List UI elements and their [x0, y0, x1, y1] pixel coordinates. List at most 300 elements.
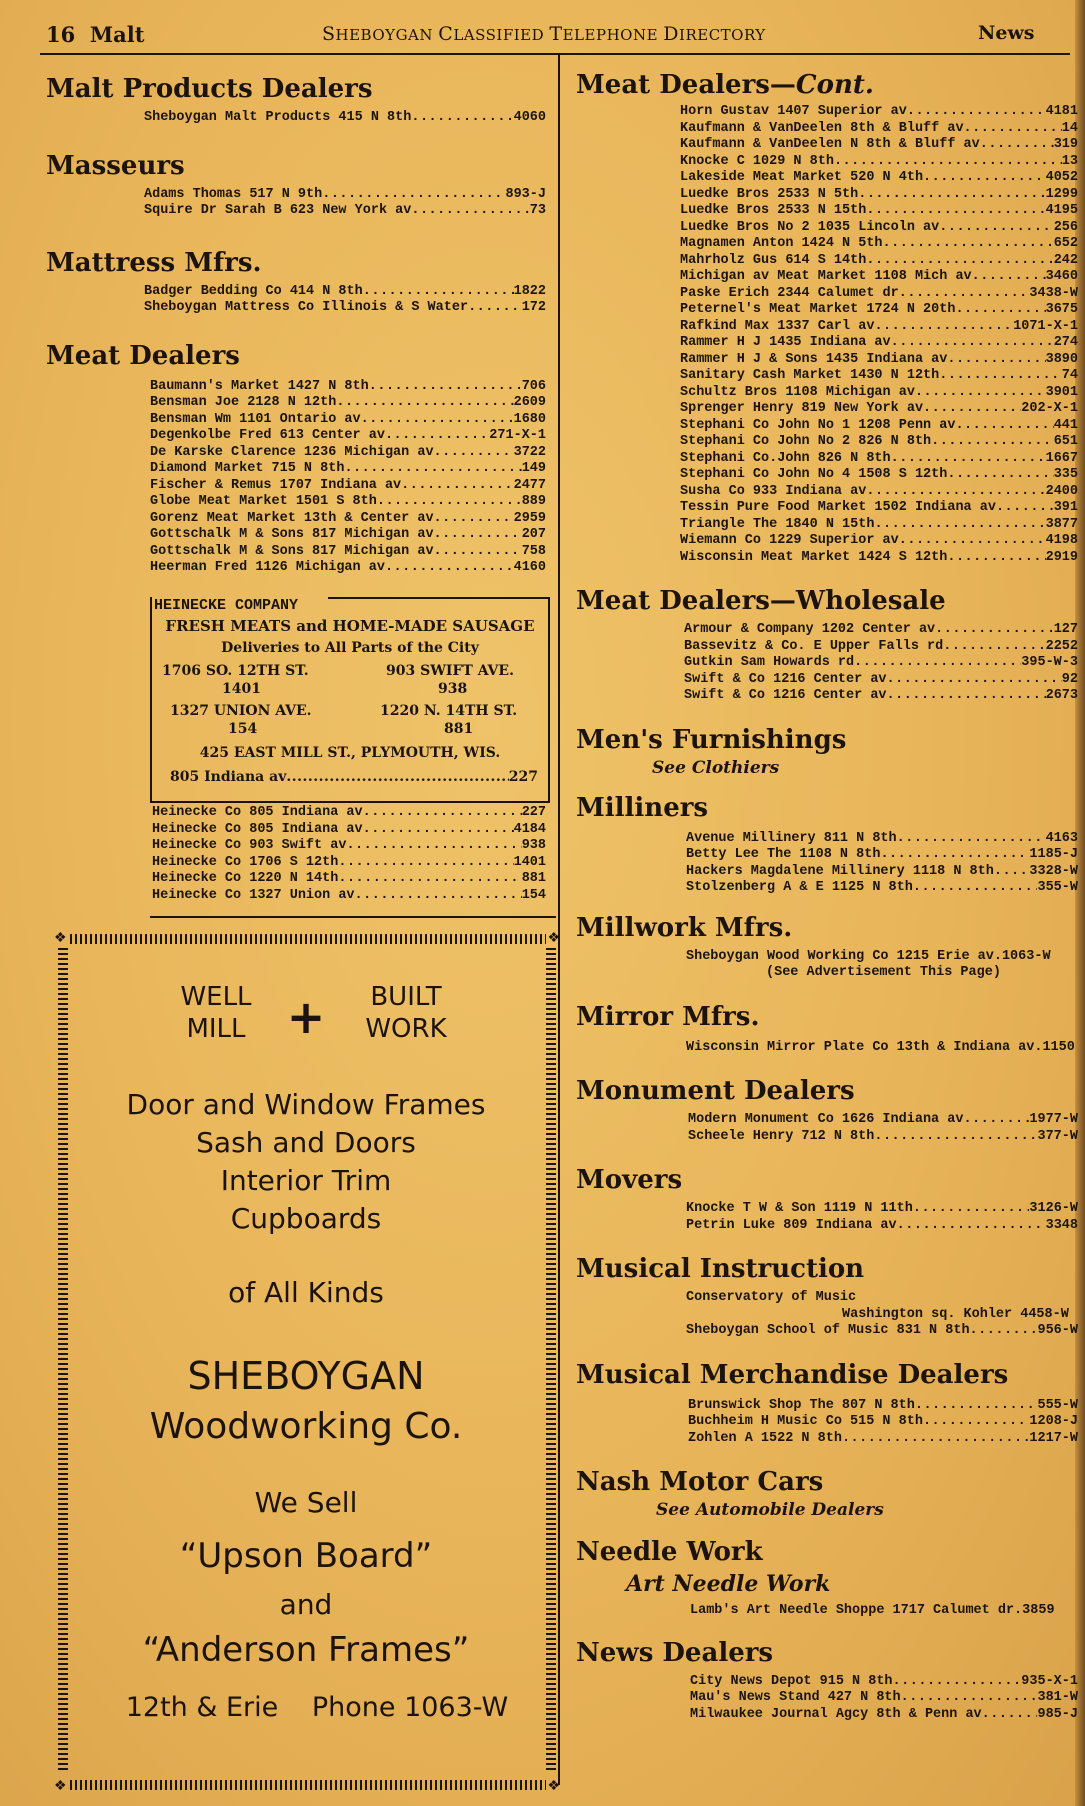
leader-dots: [866, 203, 1045, 220]
phone-number: 651: [1053, 434, 1078, 449]
ad-built: BUILT: [370, 982, 442, 1012]
leader-dots: [434, 527, 522, 544]
leader-dots: [434, 511, 514, 528]
phone-number: 3438-W: [1029, 285, 1078, 301]
directory-listing: [680, 137, 1078, 154]
section-heading: Musical Instruction: [576, 1254, 865, 1284]
section-heading: Meat Dealers—Cont.: [576, 70, 874, 100]
listing-name: Avenue Millinery 811 N 8th: [686, 830, 897, 846]
listing-name: Rammer H J 1435 Indiana av: [680, 335, 891, 350]
listing-name: Bensman Wm 1101 Ontario av: [150, 411, 361, 427]
phone-number: 706: [521, 378, 546, 394]
directory-listing: [686, 1323, 1078, 1340]
leader-dots: [842, 1431, 1029, 1448]
phone-number: 154: [521, 887, 546, 903]
directory-listing: [680, 220, 1078, 237]
listing-name: Kaufmann & VanDeelen N 8th & Bluff av: [680, 137, 980, 152]
leader-dots: [947, 352, 1045, 369]
leader-dots: [913, 1201, 1030, 1218]
section-heading: Millwork Mfrs.: [576, 912, 793, 943]
listing-name: Sheboygan Mattress Co Illinois & S Water: [144, 300, 469, 315]
leader-dots: [880, 847, 1029, 864]
directory-listing: [152, 871, 546, 888]
phone-number: 4181: [1045, 104, 1078, 119]
directory-listing: [690, 1690, 1078, 1707]
leader-dots: [897, 831, 1046, 848]
section-heading: Meat Dealers—Wholesale: [576, 586, 946, 616]
directory-listing: [680, 335, 1078, 352]
leader-dots: [935, 622, 1054, 639]
heinecke-advert-box: [150, 597, 550, 803]
phone-number: 2252: [1045, 638, 1078, 654]
ad-well: WELL: [180, 982, 252, 1012]
directory-listing: [680, 253, 1078, 270]
leader-dots: [915, 385, 1046, 402]
box-address: 1327 UNION AVE.: [170, 703, 312, 719]
directory-listing: [686, 880, 1078, 897]
leader-dots: [955, 418, 1053, 435]
phone-number: 149: [521, 461, 546, 476]
listing-name: Schultz Bros 1108 Michigan av: [680, 384, 915, 400]
heinecke-listing: [152, 805, 546, 904]
directory-listing: [680, 170, 1078, 187]
phone-number: 1217-W: [1029, 1430, 1078, 1446]
listing-list: [144, 187, 546, 220]
listing-name: Bassevitz & Co. E Upper Falls rd: [684, 638, 944, 654]
listing-name: Swift & Co 1216 Center av: [684, 688, 887, 703]
phone-number: 355-W: [1037, 880, 1078, 895]
phone-number: 4160: [513, 560, 546, 575]
listing-name: Wisconsin Meat Market 1424 S 12th: [680, 549, 948, 565]
listing-name: Zohlen A 1522 N 8th: [688, 1430, 842, 1446]
listing-name: Mahrholz Gus 614 S 14th: [680, 252, 867, 268]
directory-listing: [150, 461, 546, 478]
listing-name: Luedke Bros 2533 N 15th: [680, 203, 867, 218]
phone-number: 3126-W: [1029, 1201, 1078, 1216]
ad-company-name: Woodworking Co.: [149, 1406, 463, 1447]
ad-mill: MILL: [186, 1014, 246, 1044]
phone-number: 3722: [513, 444, 546, 460]
listing-name: Betty Lee The 1108 N 8th: [686, 847, 881, 862]
phone-number: 1185-J: [1029, 847, 1078, 862]
listing-note: (See Advertisement This Page): [766, 965, 1001, 980]
phone-number: 172: [521, 300, 546, 315]
phone-number: 3877: [1045, 516, 1078, 532]
listing-name: Gorenz Meat Market 13th & Center av: [150, 510, 434, 526]
leader-dots: [361, 412, 514, 429]
directory-listing: [684, 688, 1078, 705]
phone-number: 652: [1053, 236, 1078, 251]
ad-border-top: [70, 934, 546, 944]
leader-dots: [982, 1707, 1038, 1724]
directory-listing: [152, 822, 546, 839]
directory-listing: [680, 401, 1078, 418]
phone-number: 441: [1053, 417, 1078, 433]
box-title: HEINECKE COMPANY: [154, 597, 299, 614]
box-line: Deliveries to All Parts of the City: [221, 640, 479, 656]
leader-dots: [858, 187, 1045, 204]
listing-name: Stephani Co John No 2 826 N 8th: [680, 434, 932, 449]
phone-number: 758: [521, 543, 546, 559]
page-number-and-section: 16 Malt: [46, 22, 145, 47]
listing-list: [686, 1201, 1078, 1234]
listing-name: Sheboygan Malt Products 415 N 8th: [144, 110, 412, 125]
listing-line: Conservatory of Music: [686, 1290, 857, 1305]
section-heading: Needle Work: [576, 1537, 763, 1567]
ad-product: “Upson Board”: [179, 1536, 433, 1576]
leader-dots: [915, 1398, 1038, 1415]
listing-name: Hackers Magdalene Millinery 1118 N 8th: [686, 863, 994, 879]
section-heading: Meat Dealers: [46, 340, 240, 371]
listing-name: Kaufmann & VanDeelen 8th & Bluff av: [680, 120, 964, 136]
corner-ornament-icon: ❖: [547, 1778, 560, 1794]
phone-number: 1822: [513, 283, 546, 299]
leader-dots: [385, 560, 514, 577]
listing-name: Heinecke Co 1706 S 12th: [152, 854, 339, 870]
box-line: 425 EAST MILL ST., PLYMOUTH, WIS.: [199, 745, 501, 761]
directory-listing: [680, 352, 1078, 369]
section-heading: Milliners: [576, 792, 709, 823]
directory-listing: [152, 888, 546, 905]
directory-listing: [684, 655, 1078, 672]
listing-name: Heinecke Co 1220 N 14th: [152, 871, 339, 886]
left-column: [46, 74, 546, 577]
listing-name: Petrin Luke 809 Indiana av: [686, 1217, 897, 1233]
phone-number: 2919: [1045, 549, 1078, 565]
listing-name: Globe Meat Market 1501 S 8th: [150, 494, 377, 509]
page-header: [46, 20, 1066, 52]
section-heading: Masseurs: [46, 150, 185, 181]
directory-listing: [150, 379, 546, 396]
listing-name: Heinecke Co 805 Indiana av: [152, 805, 363, 820]
leader-dots: [887, 688, 1046, 705]
leader-dots: [939, 368, 1062, 385]
listing-list: [688, 1112, 1078, 1145]
leader-dots: [899, 286, 1030, 303]
section-heading: Malt Products Dealers: [46, 74, 373, 104]
phone-number: 4195: [1045, 203, 1078, 218]
directory-listing: [680, 104, 1078, 121]
directory-listing: [150, 395, 546, 412]
phone-number: 4163: [1045, 830, 1078, 846]
leader-dots: [907, 104, 1046, 121]
leader-dots: [897, 1218, 1046, 1235]
leader-dots: [322, 187, 505, 204]
phone-number: 242: [1053, 252, 1078, 268]
phone-number: 271-X-1: [489, 428, 546, 443]
listing-line: Washington sq. Kohler 4458-W: [842, 1306, 1069, 1322]
section-heading: Monument Dealers: [576, 1076, 855, 1106]
leader-dots: [411, 203, 529, 220]
box-number: 1401: [222, 681, 261, 697]
directory-listing: [680, 368, 1078, 385]
listing-list: [144, 284, 546, 317]
listing-list: [688, 1398, 1078, 1448]
directory-listing: [150, 527, 546, 544]
leader-dots: [931, 434, 1054, 451]
listing-name: Rafkind Max 1337 Carl av: [680, 318, 875, 334]
directory-listing: [150, 511, 546, 528]
leader-dots: [923, 1414, 1029, 1431]
directory-listing: [152, 838, 546, 855]
leader-dots: [943, 639, 1045, 656]
directory-listing: [680, 269, 1078, 286]
phone-number: 3675: [1045, 302, 1078, 317]
see-reference: See Clothiers: [652, 757, 780, 778]
leader-dots: [874, 517, 1045, 534]
leader-dots: [970, 1323, 1038, 1340]
phone-number: 4198: [1045, 533, 1078, 548]
phone-number: 4060: [513, 110, 546, 125]
leader-dots: [893, 1674, 1022, 1691]
listing-name: Gottschalk M & Sons 817 Michigan av: [150, 543, 434, 559]
leader-dots: [346, 838, 521, 855]
listing-name: Badger Bedding Co 414 N 8th: [144, 283, 363, 299]
phone-number: 3348: [1045, 1217, 1078, 1233]
leader-dots: [385, 428, 489, 445]
listing-name: Buchheim H Music Co 515 N 8th: [688, 1414, 923, 1429]
listing-name: Susha Co 933 Indiana av: [680, 483, 867, 499]
listing-name: Baumann's Market 1427 N 8th: [150, 378, 369, 394]
ad-work: WORK: [365, 1014, 447, 1044]
box-number: 881: [444, 721, 474, 737]
directory-listing: [688, 1414, 1078, 1431]
leader-dots: [996, 500, 1054, 517]
phone-number: 127: [1053, 622, 1078, 637]
section-heading: Mirror Mfrs.: [576, 1001, 760, 1032]
phone-number: 1299: [1045, 186, 1078, 202]
listing-line: Sheboygan Wood Working Co 1215 Erie av.1063-W: [686, 948, 1051, 964]
header-guide-word: News: [978, 22, 1035, 44]
directory-listing: [680, 302, 1078, 319]
phone-number: 377-W: [1037, 1128, 1078, 1144]
leader-dots: [891, 451, 1046, 468]
phone-number: 2959: [513, 510, 546, 526]
phone-number: 956-W: [1037, 1323, 1078, 1338]
phone-number: 74: [1061, 368, 1078, 383]
listing-name: Swift & Co 1216 Center av: [684, 671, 887, 687]
ad-address: 12th & Erie: [125, 1692, 279, 1723]
listing-name: Stephani Co John No 1 1208 Penn av: [680, 417, 956, 433]
listing-name: Brunswick Shop The 807 N 8th: [688, 1397, 915, 1413]
listing-name: Triangle The 1840 N 15th: [680, 516, 875, 532]
phone-number: 1667: [1045, 450, 1078, 466]
listing-name: City News Depot 915 N 8th: [690, 1673, 893, 1689]
directory-listing: [680, 187, 1078, 204]
listing-name: Tessin Pure Food Market 1502 Indiana av: [680, 500, 996, 515]
leader-dots: [866, 253, 1053, 270]
listing-name: Fischer & Remus 1707 Indiana av: [150, 477, 402, 493]
directory-listing: [150, 494, 546, 511]
phone-number: 889: [521, 494, 546, 509]
phone-number: 2673: [1045, 688, 1078, 703]
corner-ornament-icon: ❖: [547, 930, 560, 946]
directory-listing: [680, 434, 1078, 451]
phone-number: 3460: [1045, 269, 1078, 284]
listing-name: Gutkin Sam Howards rd: [684, 655, 855, 670]
leader-dots: [363, 284, 514, 301]
listing-list: [690, 1674, 1078, 1724]
subheading: Art Needle Work: [626, 1571, 831, 1597]
listing-list: [686, 1323, 1078, 1340]
listing-name: Stephani Co.John 826 N 8th: [680, 450, 891, 466]
see-reference: See Automobile Dealers: [656, 1500, 884, 1520]
phone-number: 893-J: [505, 186, 546, 202]
listing-name: Adams Thomas 517 N 9th: [144, 186, 323, 202]
listing-list: [684, 622, 1078, 705]
directory-listing: [150, 412, 546, 429]
listing-name: Squire Dr Sarah B 623 New York av: [144, 203, 412, 218]
directory-listing: [688, 1398, 1078, 1415]
leader-dots: [980, 137, 1054, 154]
leader-dots: [834, 154, 1062, 171]
leader-dots: [866, 484, 1045, 501]
phone-number: 1401: [513, 854, 546, 870]
leader-dots: [964, 121, 1062, 138]
leader-dots: [363, 805, 522, 822]
listing-line: Lamb's Art Needle Shoppe 1717 Calumet dr.3859: [690, 1603, 1055, 1618]
directory-listing: [680, 533, 1078, 550]
listing-name: Bensman Joe 2128 N 12th: [150, 395, 337, 410]
phone-number: 3890: [1045, 351, 1078, 367]
section-rule: [150, 916, 556, 918]
box-address: 1706 SO. 12TH ST.: [162, 663, 309, 679]
phone-number: 395-W-3: [1021, 655, 1078, 670]
box-number: 938: [438, 681, 468, 697]
leader-dots: [899, 533, 1046, 550]
leader-dots: [947, 467, 1053, 484]
directory-listing: [150, 478, 546, 495]
ad-line: and: [279, 1588, 333, 1621]
listing-name: Armour & Company 1202 Center av: [684, 622, 936, 637]
listing-name: Stephani Co John No 4 1508 S 12th: [680, 467, 948, 482]
phone-number: 2477: [513, 477, 546, 493]
phone-number: 335: [1053, 467, 1078, 482]
directory-listing: [680, 418, 1078, 435]
listing-name: Stolzenberg A & E 1125 N 8th: [686, 880, 913, 895]
corner-ornament-icon: ❖: [54, 1778, 67, 1794]
ad-phone: Phone 1063-W: [311, 1692, 509, 1723]
directory-listing: [144, 110, 546, 127]
leader-dots: [955, 302, 1045, 319]
leader-dots: [963, 1112, 1029, 1129]
leader-dots: [887, 672, 1062, 689]
leader-dots: [874, 319, 1013, 336]
listing-name: Magnamen Anton 1424 N 5th: [680, 236, 883, 251]
directory-listing: [686, 1218, 1078, 1235]
listing-list: [150, 379, 546, 577]
directory-listing: [150, 544, 546, 561]
directory-listing: [680, 236, 1078, 253]
leader-dots: [923, 401, 1021, 418]
listing-name: Knocke T W & Son 1119 N 11th: [686, 1201, 913, 1216]
ad-line: Cupboards: [230, 1202, 382, 1235]
leader-dots: [336, 395, 513, 412]
directory-listing: [680, 484, 1078, 501]
directory-listing: [688, 1129, 1078, 1146]
ad-border-bottom: [70, 1780, 546, 1790]
directory-listing: [680, 451, 1078, 468]
listing-name: Sanitary Cash Market 1430 N 12th: [680, 368, 940, 383]
leader-dots: [355, 888, 522, 905]
phone-number: 256: [1053, 219, 1078, 235]
phone-number: 4052: [1045, 170, 1078, 185]
directory-listing: [690, 1674, 1078, 1691]
directory-listing: [684, 672, 1078, 689]
directory-listing: [688, 1112, 1078, 1129]
phone-number: 92: [1061, 671, 1078, 687]
phone-number: 227: [521, 805, 546, 820]
listing-name: Michigan av Meat Market 1108 Mich av: [680, 269, 972, 284]
listing-name: Sprenger Henry 819 New York av: [680, 401, 924, 416]
directory-listing: [680, 319, 1078, 336]
box-line: FRESH MEATS and HOME-MADE SAUSAGE: [165, 617, 535, 635]
leader-dots: [891, 335, 1054, 352]
leader-dots: [363, 822, 514, 839]
phone-number: 274: [1053, 335, 1078, 350]
directory-listing: [144, 187, 546, 204]
ad-product: “Anderson Frames”: [142, 1630, 470, 1670]
directory-title: SHEBOYGAN CLASSIFIED TELEPHONE DIRECTORY: [322, 23, 766, 45]
directory-listing: [680, 550, 1078, 567]
ad-line: Interior Trim: [220, 1164, 392, 1197]
leader-dots: [434, 544, 522, 561]
box-address: 1220 N. 14TH ST.: [380, 703, 518, 719]
listing-name: Luedke Bros No 2 1035 Lincoln av: [680, 219, 940, 235]
listing-name: Rammer H J & Sons 1435 Indiana av: [680, 351, 948, 367]
listing-name: Luedke Bros 2533 N 5th: [680, 186, 859, 202]
phone-number: 3901: [1045, 384, 1078, 400]
leader-dots: [947, 550, 1045, 567]
leader-dots: [401, 478, 513, 495]
directory-listing: [150, 445, 546, 462]
phone-number: 1680: [513, 411, 546, 427]
listing-name: Diamond Market 715 N 8th: [150, 461, 345, 476]
phone-number: 207: [521, 527, 546, 542]
leader-dots: [913, 880, 1038, 897]
ad-line: Sash and Doors: [196, 1126, 416, 1159]
directory-listing: [144, 300, 546, 317]
directory-listing: [144, 284, 546, 301]
leader-dots: [411, 110, 513, 127]
ad-company-name: SHEBOYGAN: [187, 1354, 425, 1398]
listing-name: Lakeside Meat Market 520 N 4th: [680, 170, 924, 185]
directory-listing: [680, 467, 1078, 484]
listing-name: Wiemann Co 1229 Superior av: [680, 533, 899, 548]
section-heading: Mattress Mfrs.: [46, 247, 262, 278]
phone-number: 2400: [1045, 483, 1078, 499]
directory-listing: [688, 1431, 1078, 1448]
box-address: 903 SWIFT AVE.: [386, 663, 514, 679]
phone-number: 4184: [513, 821, 546, 837]
phone-number: 73: [529, 203, 546, 218]
directory-listing: [680, 517, 1078, 534]
phone-number: 319: [1053, 137, 1078, 152]
directory-listing: [680, 203, 1078, 220]
phone-number: 1208-J: [1029, 1414, 1078, 1429]
woodworking-advertisement: [54, 930, 560, 1794]
phone-number: 881: [521, 871, 546, 886]
section-heading: Nash Motor Cars: [576, 1467, 824, 1497]
listing-name: Horn Gustav 1407 Superior av: [680, 104, 907, 119]
directory-listing: [150, 428, 546, 445]
phone-number: 14: [1061, 120, 1078, 136]
listing-list: [686, 831, 1078, 897]
leader-dots: [901, 1690, 1038, 1707]
box-number: 154: [228, 721, 258, 737]
directory-listing: [680, 286, 1078, 303]
directory-listing: [152, 805, 546, 822]
